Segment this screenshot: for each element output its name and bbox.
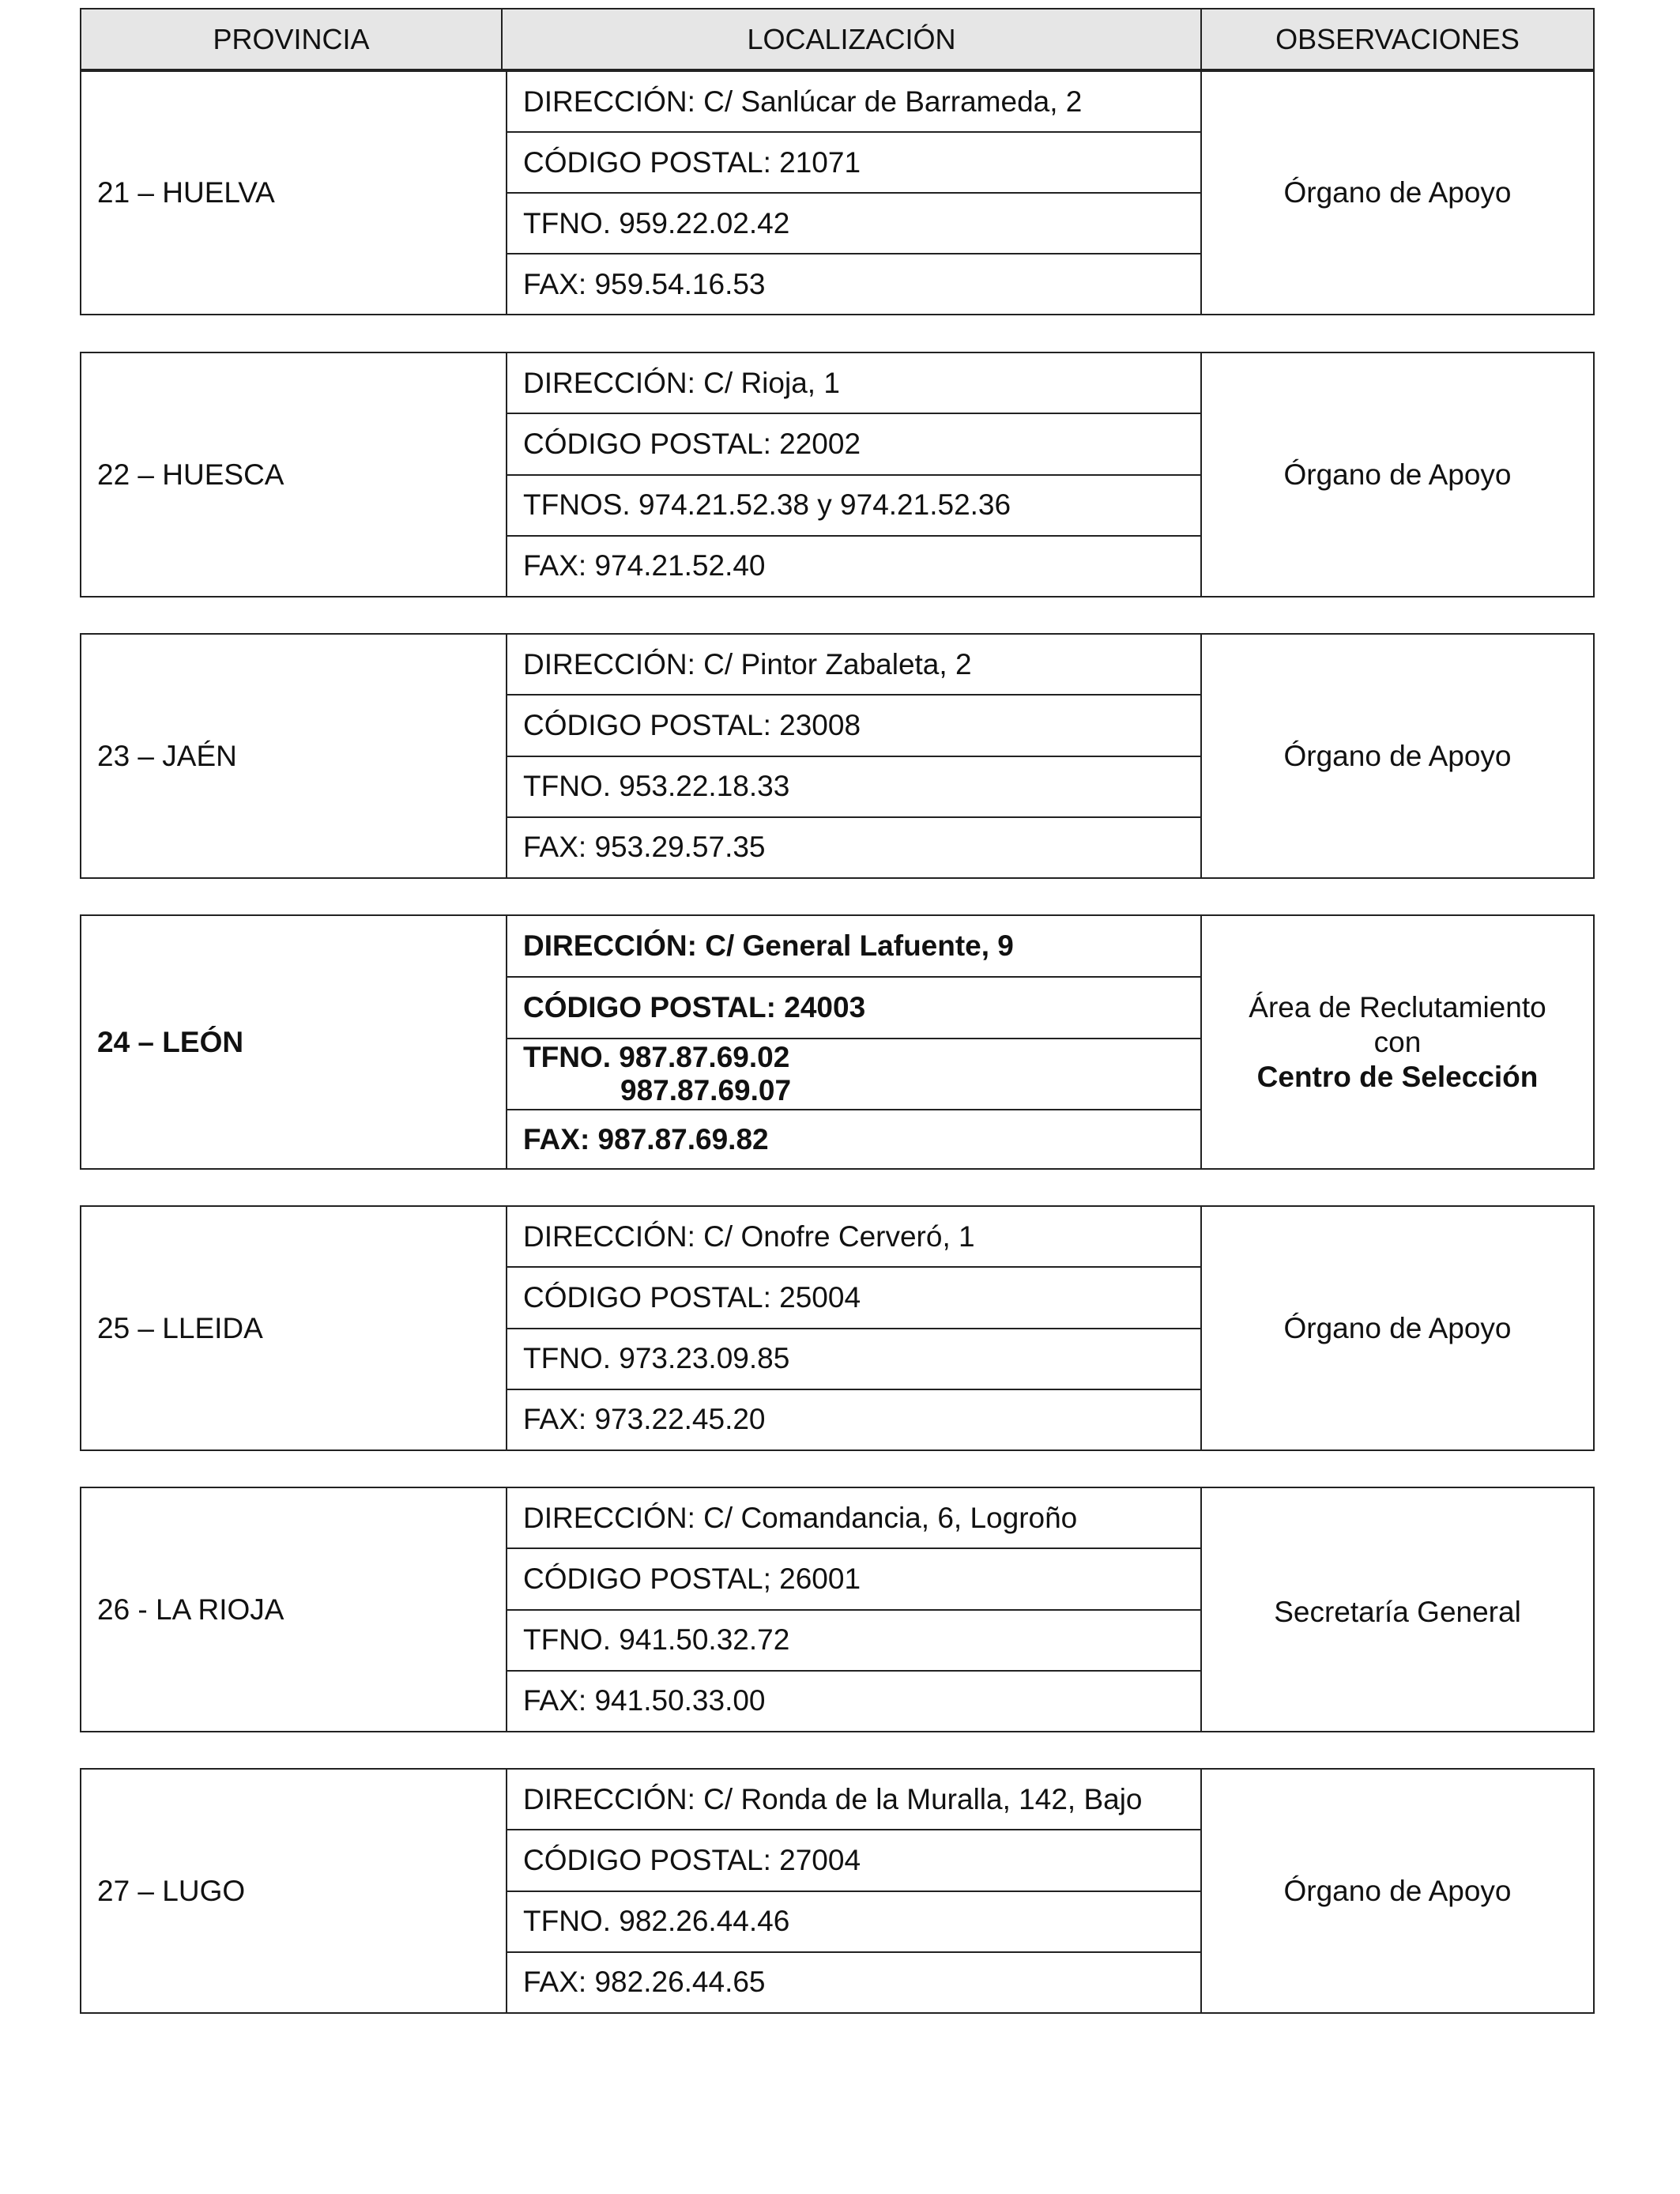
localizacion-cell [507,635,1202,877]
codigo-postal-row: CÓDIGO POSTAL: 24003 [507,978,1200,1039]
codigo-postal-row: CÓDIGO POSTAL: 25004 [507,1268,1200,1329]
observaciones-line-3: Centro de Selección [1256,1060,1539,1093]
telefono-row: TFNO. 982.26.44.46 [507,1892,1200,1953]
observaciones-cell: Órgano de Apoyo [1283,1874,1512,1907]
codigo-postal-row: CÓDIGO POSTAL; 26001 [507,1549,1200,1610]
observaciones-cell: Órgano de Apoyo [1283,739,1512,772]
header-localizacion: LOCALIZACIÓN [503,9,1202,69]
entry-lleida [80,1205,1595,1451]
provincia-cell: 22 – HUESCA [81,353,507,596]
direccion-row: DIRECCIÓN: C/ Ronda de la Muralla, 142, Bajo [507,1770,1200,1830]
localizacion-cell [507,1207,1202,1449]
fax-row: FAX: 941.50.33.00 [523,1684,766,1717]
provincia-cell: 24 – LEÓN [81,916,507,1168]
direccion-row: DIRECCIÓN: C/ Onofre Cerveró, 1 [507,1207,1200,1268]
observaciones-cell [1202,916,1593,1168]
telefono-line-1: TFNO. 987.87.69.02 [523,1041,790,1073]
direccion-row: DIRECCIÓN: C/ General Lafuente, 9 [507,916,1200,978]
fax-row: FAX: 982.26.44.65 [523,1966,766,1999]
telefono-row: TFNO. 941.50.32.72 [507,1611,1200,1672]
entry-leon [80,914,1595,1170]
entry-lugo [80,1768,1595,2014]
observaciones-cell: Órgano de Apoyo [1283,1311,1512,1344]
fax-row: FAX: 959.54.16.53 [523,267,766,300]
provincia-cell: 27 – LUGO [81,1770,507,2012]
codigo-postal-row: CÓDIGO POSTAL: 23008 [507,696,1200,756]
observaciones-line-1: Área de Reclutamiento [1249,990,1546,1023]
provincia-cell: 26 - LA RIOJA [81,1488,507,1731]
fax-row: FAX: 987.87.69.82 [523,1122,769,1155]
provincia-cell: 25 – LLEIDA [81,1207,507,1449]
telefono-line-2: 987.87.69.07 [620,1074,792,1106]
entry-la-rioja [80,1487,1595,1732]
localizacion-cell [507,916,1202,1168]
telefono-row: TFNOS. 974.21.52.38 y 974.21.52.36 [507,476,1200,537]
direccion-row: DIRECCIÓN: C/ Rioja, 1 [507,353,1200,414]
localizacion-cell [507,1770,1202,2012]
provincia-cell: 23 – JAÉN [81,635,507,877]
direccion-row: DIRECCIÓN: C/ Comandancia, 6, Logroño [507,1488,1200,1549]
entry-jaen [80,633,1595,879]
table-header [80,8,1595,70]
telefono-row: TFNO. 953.22.18.33 [507,757,1200,818]
observaciones-cell: Órgano de Apoyo [1283,458,1512,491]
header-provincia: PROVINCIA [81,9,503,69]
entry-huesca [80,352,1595,598]
telefono-row [507,1039,1200,1110]
codigo-postal-row: CÓDIGO POSTAL: 21071 [507,133,1200,194]
localizacion-cell [507,353,1202,596]
fax-row: FAX: 953.29.57.35 [523,831,766,864]
telefono-row: TFNO. 959.22.02.42 [507,194,1200,254]
direccion-row: DIRECCIÓN: C/ Pintor Zabaleta, 2 [507,635,1200,696]
fax-row: FAX: 973.22.45.20 [523,1403,766,1436]
entry-huelva [80,70,1595,315]
localizacion-cell [507,1488,1202,1731]
codigo-postal-row: CÓDIGO POSTAL: 27004 [507,1830,1200,1891]
codigo-postal-row: CÓDIGO POSTAL: 22002 [507,414,1200,475]
telefono-row: TFNO. 973.23.09.85 [507,1329,1200,1390]
localizacion-cell [507,72,1202,314]
provincia-cell: 21 – HUELVA [81,72,507,314]
fax-row: FAX: 974.21.52.40 [523,549,766,582]
header-observaciones: OBSERVACIONES [1275,22,1520,55]
observaciones-cell: Secretaría General [1274,1595,1521,1628]
direccion-row: DIRECCIÓN: C/ Sanlúcar de Barrameda, 2 [507,72,1200,133]
observaciones-line-2: con [1373,1025,1422,1058]
observaciones-cell: Órgano de Apoyo [1283,176,1512,209]
